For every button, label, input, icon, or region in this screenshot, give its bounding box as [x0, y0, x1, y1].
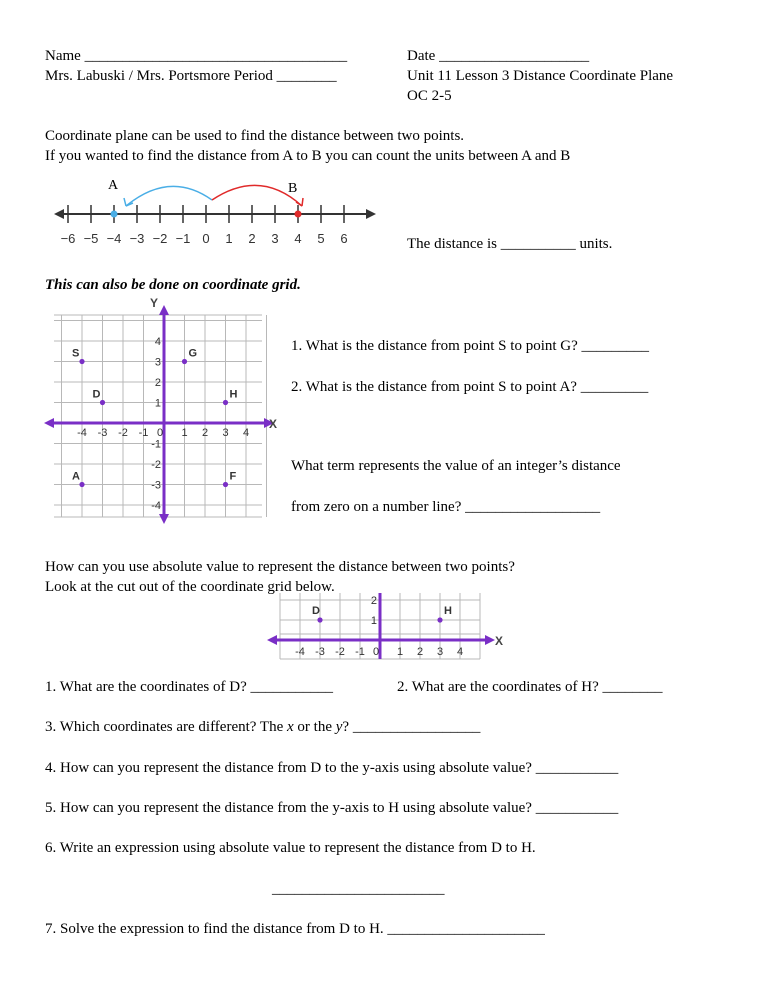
right-arc-arrowhead — [296, 198, 303, 206]
question-6-answer-blank[interactable]: _______________________ — [272, 881, 445, 897]
cutout-y-tick-label: 2 — [370, 595, 377, 607]
grid-y-tick-label: -2 — [151, 459, 161, 471]
cutout-point-h — [437, 617, 442, 622]
number-line-figure — [40, 172, 390, 252]
x-axis-label: X — [269, 417, 278, 431]
grid-y-tick-label: 1 — [154, 397, 161, 410]
date-line[interactable]: Date ____________________ — [407, 48, 590, 64]
question-6-expression: 6. Write an expression using absolute value to represent the distance from D to H. — [45, 840, 536, 856]
question-7-solve[interactable]: 7. Solve the expression to find the distance from D to H. _____________________ — [45, 921, 545, 937]
question-5-distance-y-axis-to-h[interactable]: 5. How can you represent the distance from the y-axis to H using absolute value? ___________ — [45, 800, 619, 816]
grid-point-d — [100, 400, 105, 405]
y-axis-label: Y — [150, 296, 159, 310]
grid-y-tick-label: -3 — [151, 479, 161, 492]
question-3-different-coordinate[interactable] — [45, 720, 480, 735]
number-line-tick-label: 2 — [248, 231, 256, 246]
grid-y-tick-label: -4 — [151, 500, 161, 512]
cutout-point-label-d: D — [312, 605, 320, 617]
intro-line-1: Coordinate plane can be used to find the distance between two points. — [45, 128, 465, 144]
cutout-point-label-h: H — [444, 605, 452, 617]
grid-point-label-a: A — [72, 470, 80, 483]
grid-point-label-d: D — [92, 388, 101, 401]
unit-lesson-title: Unit 11 Lesson 3 Distance Coordinate Plane — [407, 68, 674, 84]
question-4-distance-d-to-y-axis[interactable]: 4. How can you represent the distance from D to the y-axis using absolute value? ___________ — [45, 760, 619, 776]
grid-x-tick-label: -1 — [138, 427, 149, 439]
cutout-x-tick-label: 4 — [456, 646, 464, 658]
question-1-coordinates-d[interactable]: 1. What are the coordinates of D? ___________ — [45, 679, 333, 695]
cutout-y-tick-labels — [371, 595, 377, 627]
number-line-tick-label: −6 — [60, 231, 76, 246]
grid-question-2[interactable]: 2. What is the distance from point S to point A? _________ — [291, 379, 649, 395]
cutout-y-tick-label: 1 — [370, 615, 377, 627]
number-line-tick-label: −1 — [175, 231, 191, 246]
cutout-x-axis-right-arrow — [485, 635, 495, 645]
number-line-tick-label: −2 — [152, 231, 168, 246]
grid-point-f — [223, 482, 228, 487]
number-line-tick-label: −4 — [106, 231, 122, 246]
grid-point-a — [79, 482, 84, 487]
grid-point-label-s: S — [72, 347, 80, 360]
name-line[interactable]: Name ___________________________________ — [45, 48, 348, 64]
cutout-x-tick-label: -4 — [295, 646, 305, 658]
grid-question-1[interactable]: 1. What is the distance from point S to point G? _________ — [291, 338, 650, 354]
grid-point-label-h: H — [229, 388, 238, 401]
cutout-x-tick-label: -3 — [315, 646, 325, 658]
grid-y-tick-label: -1 — [151, 438, 161, 451]
grid-y-tick-label: 3 — [154, 356, 161, 369]
absolute-value-term-question-line-1: What term represents the value of an integer’s distance — [291, 458, 621, 474]
abs-section-line-1: How can you use absolute value to represent the distance between two points? — [45, 559, 515, 575]
grid-x-tick-label: 1 — [181, 427, 188, 439]
oc-code: OC 2-5 — [407, 88, 452, 104]
point-b-label: B — [288, 181, 298, 196]
number-line-ticks — [61, 205, 348, 246]
grid-x-tick-label: 4 — [242, 427, 250, 439]
grid-point-label-f: F — [229, 470, 237, 483]
cutout-x-axis-left-arrow — [267, 635, 277, 645]
distance-prompt[interactable]: The distance is __________ units. — [407, 236, 613, 252]
grid-point-s — [79, 359, 84, 364]
question-2-coordinates-h[interactable]: 2. What are the coordinates of H? ________ — [397, 679, 663, 695]
abs-section-line-2: Look at the cut out of the coordinate grid below. — [45, 579, 335, 595]
number-line-tick-label: 1 — [225, 231, 233, 246]
grid-y-tick-label: 2 — [154, 377, 161, 389]
cutout-x-axis-label: X — [495, 634, 504, 648]
number-line-right-arrow — [366, 209, 376, 219]
absolute-value-term-question-line-2[interactable]: from zero on a number line? __________________ — [291, 499, 601, 515]
cutout-x-tick-label: 1 — [396, 646, 404, 658]
x-axis-left-arrow — [44, 418, 54, 428]
y-axis-up-arrow — [159, 305, 169, 315]
cutout-point-d — [317, 617, 322, 622]
number-line-left-arrow — [54, 209, 64, 219]
intro-line-2: If you wanted to find the distance from A to B you can count the units between A and B — [45, 148, 571, 164]
grid-x-tick-label: -2 — [118, 427, 128, 439]
grid-x-tick-label: -3 — [97, 427, 108, 439]
number-line-tick-label: 4 — [294, 231, 302, 246]
grid-point-h — [223, 400, 228, 405]
cutout-x-tick-label: 0 — [372, 646, 380, 658]
number-line-tick-label: −5 — [83, 231, 99, 246]
q3-prefix: 3. Which coordinates are different? The — [45, 719, 287, 735]
cutout-x-tick-label: -1 — [355, 646, 365, 658]
cutout-x-tick-label: 2 — [416, 646, 424, 658]
grid-point-g — [182, 359, 187, 364]
left-jump-arc — [126, 186, 212, 206]
y-axis-down-arrow — [159, 514, 169, 524]
grid-section-heading: This can also be done on coordinate grid. — [45, 277, 301, 293]
number-line-tick-label: −3 — [129, 231, 145, 246]
grid-x-tick-label: 0 — [156, 427, 164, 439]
grid-y-tick-label: 4 — [154, 336, 161, 348]
cutout-x-tick-label: 3 — [436, 646, 444, 658]
grid-x-tick-label: 2 — [201, 427, 209, 439]
coordinate-grid-figure — [40, 295, 285, 525]
teacher-period-line[interactable]: Mrs. Labuski / Mrs. Portsmore Period ________ — [45, 68, 337, 84]
q3-mid: or the — [293, 719, 336, 735]
point-a-label: A — [108, 178, 119, 193]
number-line-tick-label: 5 — [317, 231, 325, 246]
point-b-dot — [295, 211, 302, 218]
q3-suffix: ? _________________ — [342, 719, 481, 735]
point-a-dot — [111, 211, 118, 218]
number-line-tick-label: 3 — [271, 231, 279, 246]
grid-point-label-g: G — [188, 347, 198, 360]
cutout-grid-figure — [262, 593, 512, 661]
number-line-tick-label: 6 — [340, 231, 348, 246]
q3-y: y — [335, 719, 343, 735]
number-line-tick-label: 0 — [202, 231, 210, 246]
cutout-x-tick-label: -2 — [335, 646, 345, 658]
grid-x-tick-label: -4 — [77, 427, 87, 439]
grid-x-tick-label: 3 — [222, 427, 229, 439]
q3-x: x — [287, 719, 294, 735]
